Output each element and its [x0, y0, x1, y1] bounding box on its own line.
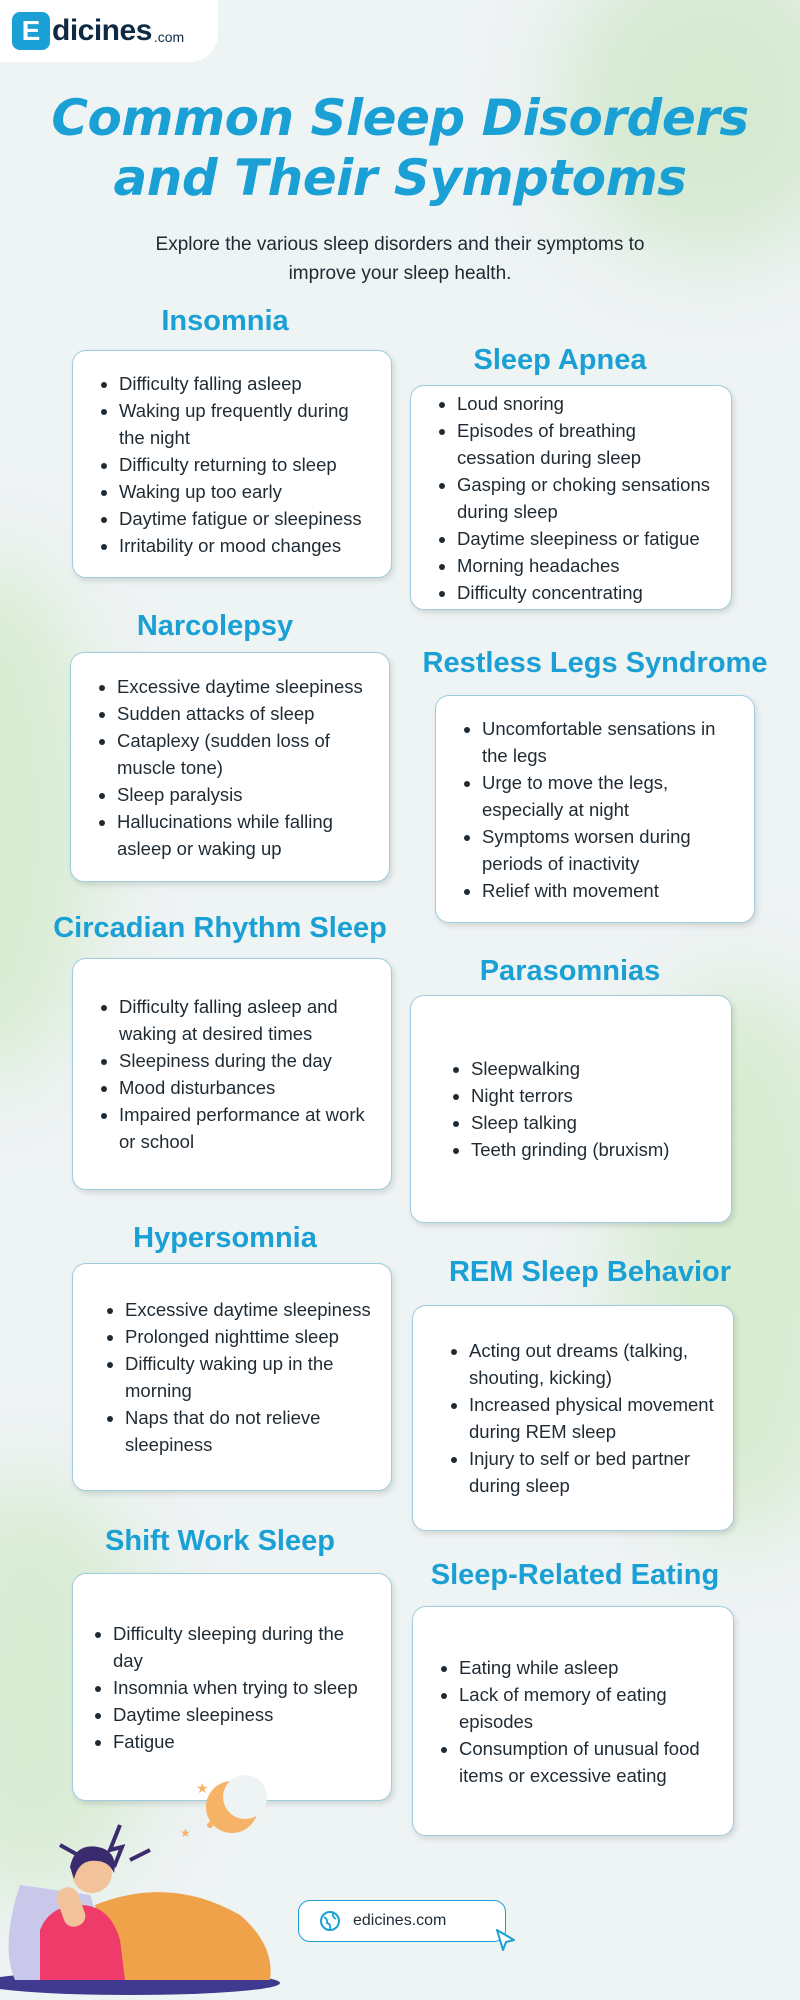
symptom-item: • Gasping or choking sensations during sleep: [457, 471, 717, 525]
symptom-item: • Lack of memory of eating episodes: [459, 1681, 719, 1735]
symptom-item: • Urge to move the legs, especially at night: [482, 769, 740, 823]
sleepy-woman-illustration: [0, 1755, 300, 2000]
symptom-item: • Difficulty falling asleep: [119, 370, 377, 397]
symptom-item: • Excessive daytime sleepiness: [125, 1296, 377, 1323]
symptom-item: • Uncomfortable sensations in the legs: [482, 715, 740, 769]
crescent-moon-icon: [206, 1775, 267, 1833]
symptom-item: • Excessive daytime sleepiness: [117, 673, 375, 700]
symptom-item: • Episodes of breathing cessation during sleep: [457, 417, 717, 471]
symptom-item: • Difficulty returning to sleep: [119, 451, 377, 478]
symptom-list: [73, 370, 391, 559]
card-hypersomnia: [72, 1263, 392, 1491]
section-title-narcolepsy: Narcolepsy: [136, 610, 294, 642]
footer-url: edicines.com: [353, 1912, 447, 1929]
symptom-item: • Injury to self or bed partner during sleep: [469, 1445, 719, 1499]
symptom-item: • Loud snoring: [457, 390, 717, 417]
symptom-item: • Difficulty waking up in the morning: [125, 1350, 377, 1404]
symptom-list: [413, 1654, 733, 1789]
section-title-rem-sleep: REM Sleep Behavior: [448, 1256, 732, 1288]
symptom-item: • Hallucinations while falling asleep or waking up: [117, 808, 375, 862]
page-title-line-2: and Their Symptoms: [113, 149, 687, 207]
star-icon: ★: [180, 1826, 191, 1840]
symptom-item: • Daytime fatigue or sleepiness: [119, 505, 377, 532]
logo-mark-icon: E: [12, 12, 50, 50]
card-rem-sleep: [412, 1305, 734, 1531]
symptom-item: • Sleep talking: [471, 1109, 669, 1136]
symptom-item: • Difficulty sleeping during the day: [113, 1620, 377, 1674]
logo-name: dicines: [52, 14, 152, 47]
symptom-item: • Waking up frequently during the night: [119, 397, 377, 451]
symptom-item: • Irritability or mood changes: [119, 532, 377, 559]
star-icon: ★: [196, 1781, 209, 1797]
symptom-item: • Daytime sleepiness: [113, 1701, 377, 1728]
card-sleep-related-eating: [412, 1606, 734, 1836]
symptom-list: [436, 715, 754, 904]
cursor-icon: [494, 1928, 518, 1954]
symptom-item: • Consumption of unusual food items or excessive eating: [459, 1735, 719, 1789]
symptom-item: • Eating while asleep: [459, 1654, 719, 1681]
section-title-insomnia: Insomnia: [161, 305, 289, 337]
symptom-item: • Acting out dreams (talking, shouting, kicking): [469, 1337, 719, 1391]
symptom-item: • Insomnia when trying to sleep: [113, 1674, 377, 1701]
symptom-list: [411, 1055, 683, 1163]
symptom-list: [73, 1620, 391, 1755]
section-title-hypersomnia: Hypersomnia: [133, 1222, 317, 1254]
symptom-list: [411, 390, 731, 606]
card-narcolepsy: [70, 652, 390, 882]
card-parasomnias: [410, 995, 732, 1223]
symptom-item: • Fatigue: [113, 1728, 377, 1755]
card-circadian-rhythm: [72, 958, 392, 1190]
page-title: [0, 88, 800, 208]
footer-website-link[interactable]: [298, 1900, 506, 1942]
card-restless-legs: [435, 695, 755, 923]
symptom-item: • Naps that do not relieve sleepiness: [125, 1404, 377, 1458]
symptom-item: • Night terrors: [471, 1082, 669, 1109]
symptom-item: • Sudden attacks of sleep: [117, 700, 375, 727]
symptom-list: [413, 1337, 733, 1499]
symptom-item: • Difficulty concentrating: [457, 579, 717, 606]
section-title-sleep-apnea: Sleep Apnea: [473, 344, 647, 376]
symptom-list: [73, 1296, 391, 1458]
page-title-line-1: Common Sleep Disorders: [51, 89, 749, 147]
page-subtitle: Explore the various sleep disorders and their symptoms to improve your sleep health.: [155, 234, 645, 284]
brand-logo[interactable]: [0, 0, 218, 62]
symptom-item: • Daytime sleepiness or fatigue: [457, 525, 717, 552]
symptom-item: • Sleepiness during the day: [119, 1047, 377, 1074]
symptom-item: • Prolonged nighttime sleep: [125, 1323, 377, 1350]
logo-suffix: .com: [153, 29, 185, 45]
section-title-restless-legs: Restless Legs Syndrome: [422, 647, 768, 679]
globe-icon: [319, 1910, 341, 1932]
symptom-list: [71, 673, 389, 862]
symptom-item: • Symptoms worsen during periods of inactivity: [482, 823, 740, 877]
symptom-item: • Sleep paralysis: [117, 781, 375, 808]
symptom-item: • Teeth grinding (bruxism): [471, 1136, 669, 1163]
symptom-list: [73, 993, 391, 1155]
section-title-sleep-related-eating: Sleep-Related Eating: [430, 1559, 720, 1591]
symptom-item: • Mood disturbances: [119, 1074, 377, 1101]
section-title-shift-work: Shift Work Sleep: [105, 1525, 335, 1557]
section-title-parasomnias: Parasomnias: [479, 955, 661, 987]
symptom-item: • Impaired performance at work or school: [119, 1101, 377, 1155]
card-sleep-apnea: [410, 385, 732, 610]
symptom-item: • Increased physical movement during REM sleep: [469, 1391, 719, 1445]
symptom-item: • Morning headaches: [457, 552, 717, 579]
symptom-item: • Sleepwalking: [471, 1055, 669, 1082]
symptom-item: • Relief with movement: [482, 877, 740, 904]
section-title-circadian-rhythm: Circadian Rhythm Sleep: [53, 912, 387, 944]
symptom-item: • Difficulty falling asleep and waking at desired times: [119, 993, 377, 1047]
symptom-item: • Waking up too early: [119, 478, 377, 505]
symptom-item: • Cataplexy (sudden loss of muscle tone): [117, 727, 375, 781]
card-insomnia: [72, 350, 392, 578]
